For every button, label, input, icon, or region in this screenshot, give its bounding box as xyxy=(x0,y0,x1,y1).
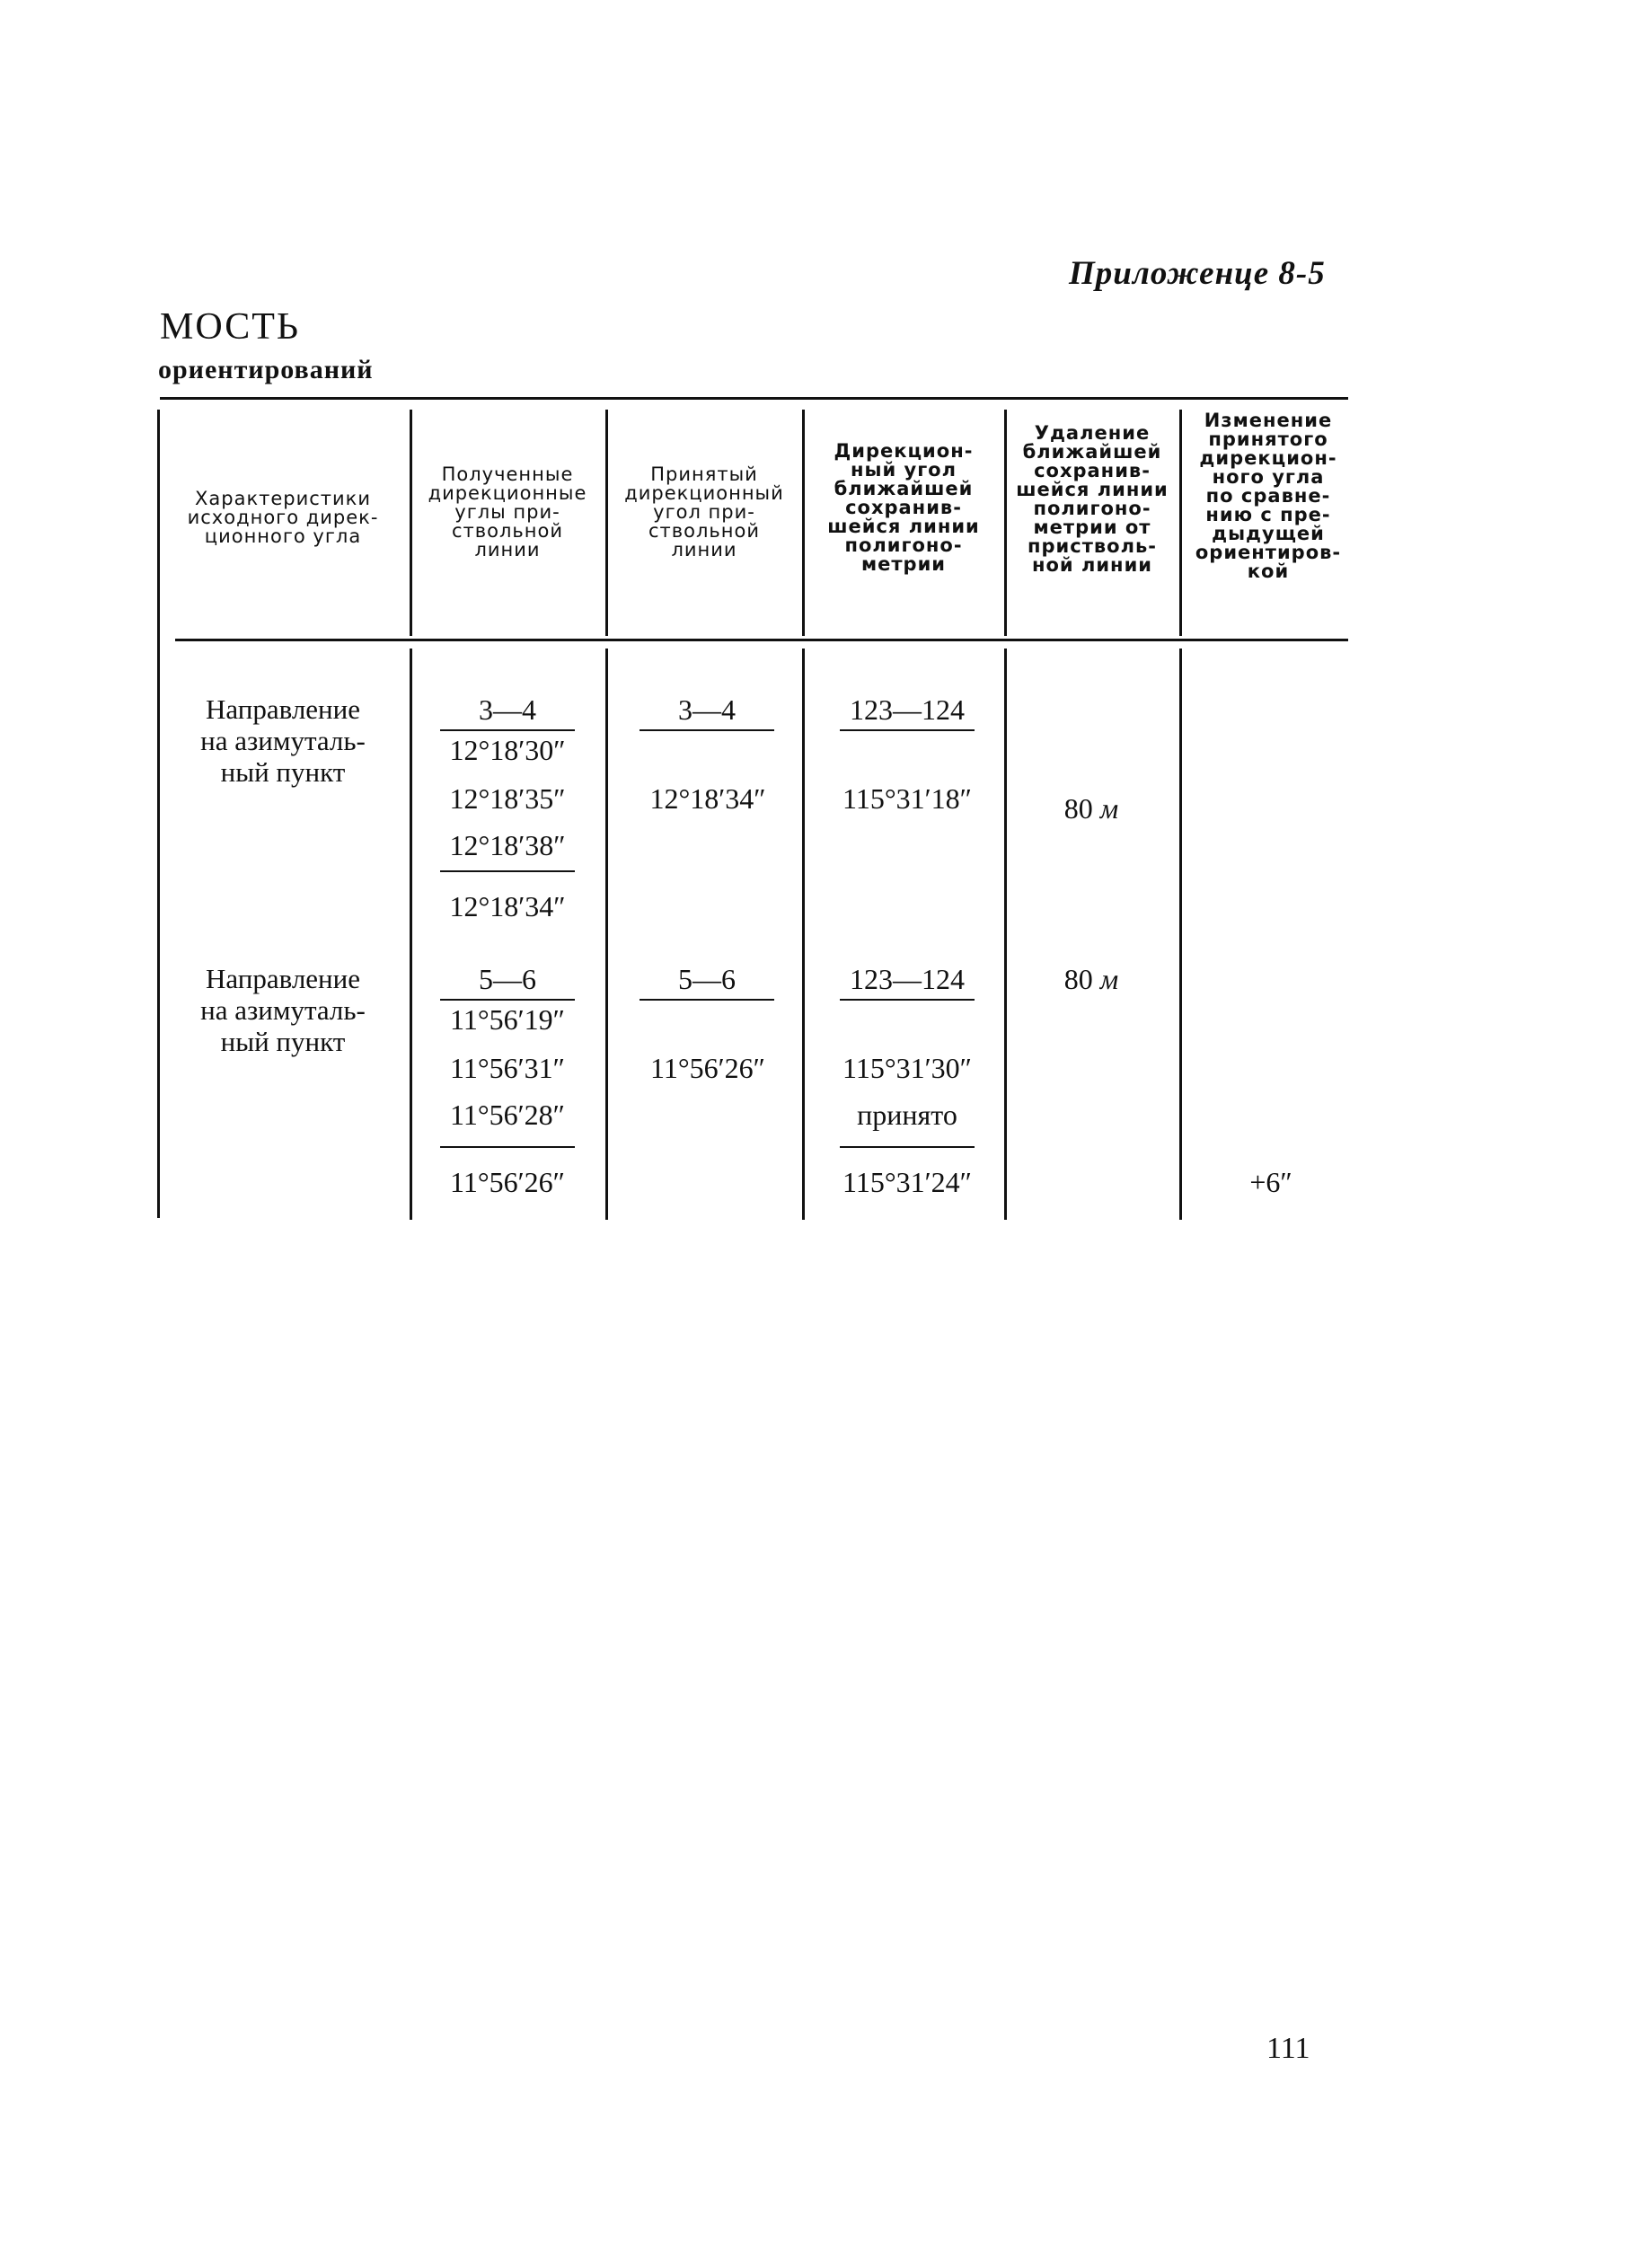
table-header-rule xyxy=(175,639,1348,641)
obtained-mean: 12°18′34″ xyxy=(449,890,566,922)
accepted-value: 12°18′34″ xyxy=(649,782,766,815)
column-divider xyxy=(157,410,160,1218)
distance-value: 80 м xyxy=(1063,963,1119,995)
obtained-mean: 11°56′26″ xyxy=(450,1166,565,1198)
column-header-angle-change: Изменение принятого дирекцион- ного угла по сравне- нию с пре- дыдущей ориентиров- кой xyxy=(1195,410,1342,582)
column-divider xyxy=(1179,410,1182,636)
column-header-source-angle: Характеристики исходного дирек- ционного угла xyxy=(187,488,379,547)
fraction-rule xyxy=(640,999,774,1001)
fraction-rule xyxy=(840,729,975,731)
column-divider xyxy=(410,649,412,1220)
fraction-rule xyxy=(640,729,774,731)
mean-rule xyxy=(440,1146,575,1148)
obtained-value: 12°18′38″ xyxy=(449,829,566,861)
column-divider xyxy=(802,649,805,1220)
accepted-heading: 5—6 xyxy=(678,963,736,995)
polygon-heading: 123—124 xyxy=(850,963,965,995)
title-fragment: МОСТЬ xyxy=(160,306,300,348)
fraction-rule xyxy=(440,999,575,1001)
polygon-final: 115°31′24″ xyxy=(842,1166,972,1198)
mean-rule xyxy=(840,1146,975,1148)
column-header-distance: Удаление ближайшей сохранив- шейся линии полигоно- метрии от пристволь- ной линии xyxy=(1016,422,1169,576)
row-label: Направление на азимуталь- ный пункт xyxy=(200,963,366,1057)
obtained-value: 11°56′31″ xyxy=(450,1052,565,1084)
obtained-value: 11°56′28″ xyxy=(450,1099,565,1131)
polygon-note: принято xyxy=(857,1099,957,1131)
angle-change-value: +6″ xyxy=(1249,1166,1292,1198)
obtained-value: 11°56′19″ xyxy=(450,1003,565,1036)
table-top-rule xyxy=(160,397,1348,400)
page-number: 111 xyxy=(1266,2032,1310,2065)
obtained-value: 12°18′30″ xyxy=(449,734,566,766)
column-divider xyxy=(410,410,412,636)
polygon-value: 115°31′30″ xyxy=(842,1052,972,1084)
column-divider xyxy=(605,410,608,636)
column-divider xyxy=(1004,410,1007,636)
column-header-obtained-angles: Полученные дирекционные углы при- ствольной линии xyxy=(428,463,587,560)
row-label: Направление на азимуталь- ный пункт xyxy=(200,693,366,788)
polygon-heading: 123—124 xyxy=(850,693,965,726)
distance-value: 80 м xyxy=(1063,792,1119,825)
column-divider xyxy=(605,649,608,1220)
column-divider xyxy=(1179,649,1182,1220)
polygon-value: 115°31′18″ xyxy=(842,782,972,815)
mean-rule xyxy=(440,870,575,872)
obtained-value: 12°18′35″ xyxy=(449,782,566,815)
column-divider xyxy=(802,410,805,636)
appendix-label: Приложенце 8-5 xyxy=(1069,255,1326,292)
column-divider xyxy=(1004,649,1007,1220)
fraction-rule xyxy=(440,729,575,731)
fraction-rule xyxy=(840,999,975,1001)
obtained-heading: 5—6 xyxy=(479,963,536,995)
column-header-polygon-angle: Дирекцион- ный угол ближайшей сохранив- шейся линии полигоно- метрии xyxy=(827,440,980,575)
accepted-heading: 3—4 xyxy=(678,693,736,726)
accepted-value: 11°56′26″ xyxy=(650,1052,765,1084)
obtained-heading: 3—4 xyxy=(479,693,536,726)
subtitle-fragment: ориентирований xyxy=(158,355,374,384)
column-header-accepted-angle: Принятый дирекционный угол при- ствольной линии xyxy=(624,463,784,560)
